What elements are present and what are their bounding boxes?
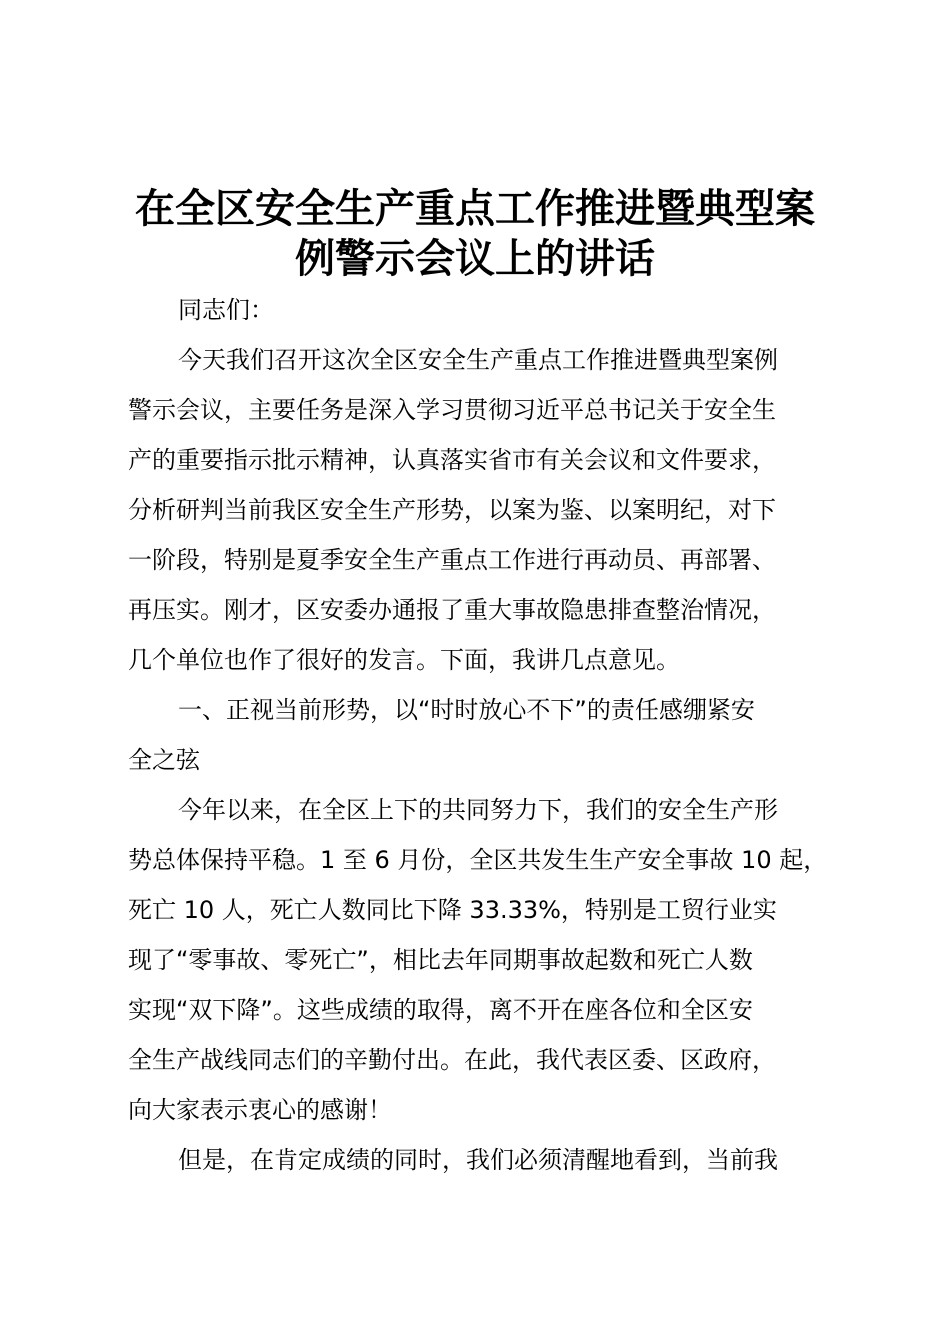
body-text-line: 一阶段，特别是夏季安全生产重点工作进行再动员、再部署、 [128,546,776,574]
body-text-line: 产的重要指示批示精神，认真落实省市有关会议和文件要求， [128,446,776,474]
body-text-line: 分析研判当前我区安全生产形势，以案为鉴、以案明纪，对下 [128,496,776,524]
body-text-line: 现了“零事故、零死亡”，相比去年同期事故起数和死亡人数 [128,946,753,974]
body-text-line: 全之弦 [128,746,200,774]
body-text-line: 再压实。刚才，区安委办通报了重大事故隐患排查整治情况， [128,596,776,624]
body-text-line: 势总体保持平稳。1 至 6 月份，全区共发生生产安全事故 10 起， [128,846,828,874]
body-text-line: 今天我们召开这次全区安全生产重点工作推进暨典型案例 [178,346,778,374]
body-text-line: 几个单位也作了很好的发言。下面，我讲几点意见。 [128,646,680,674]
body-text-line: 一、正视当前形势，以“时时放心不下”的责任感绷紧安 [178,696,755,724]
body-text-line: 死亡 10 人，死亡人数同比下降 33.33%，特别是工贸行业实 [128,896,777,924]
body-text-line: 实现“双下降”。这些成绩的取得，离不开在座各位和全区安 [128,996,753,1024]
document-body [128,285,843,1185]
body-text-line: 今年以来，在全区上下的共同努力下，我们的安全生产形 [178,796,778,824]
document-title-line-2: 例警示会议上的讲话 [295,235,655,282]
body-text-line: 但是，在肯定成绩的同时，我们必须清醒地看到，当前我 [178,1146,778,1174]
body-text-line: 向大家表示衷心的感谢！ [128,1096,392,1124]
body-text-line: 同志们： [178,296,274,324]
body-text-line: 全生产战线同志们的辛勤付出。在此，我代表区委、区政府， [128,1046,776,1074]
body-text-line: 警示会议，主要任务是深入学习贯彻习近平总书记关于安全生 [128,396,776,424]
document-title-line-1: 在全区安全生产重点工作推进暨典型案 [135,185,815,232]
